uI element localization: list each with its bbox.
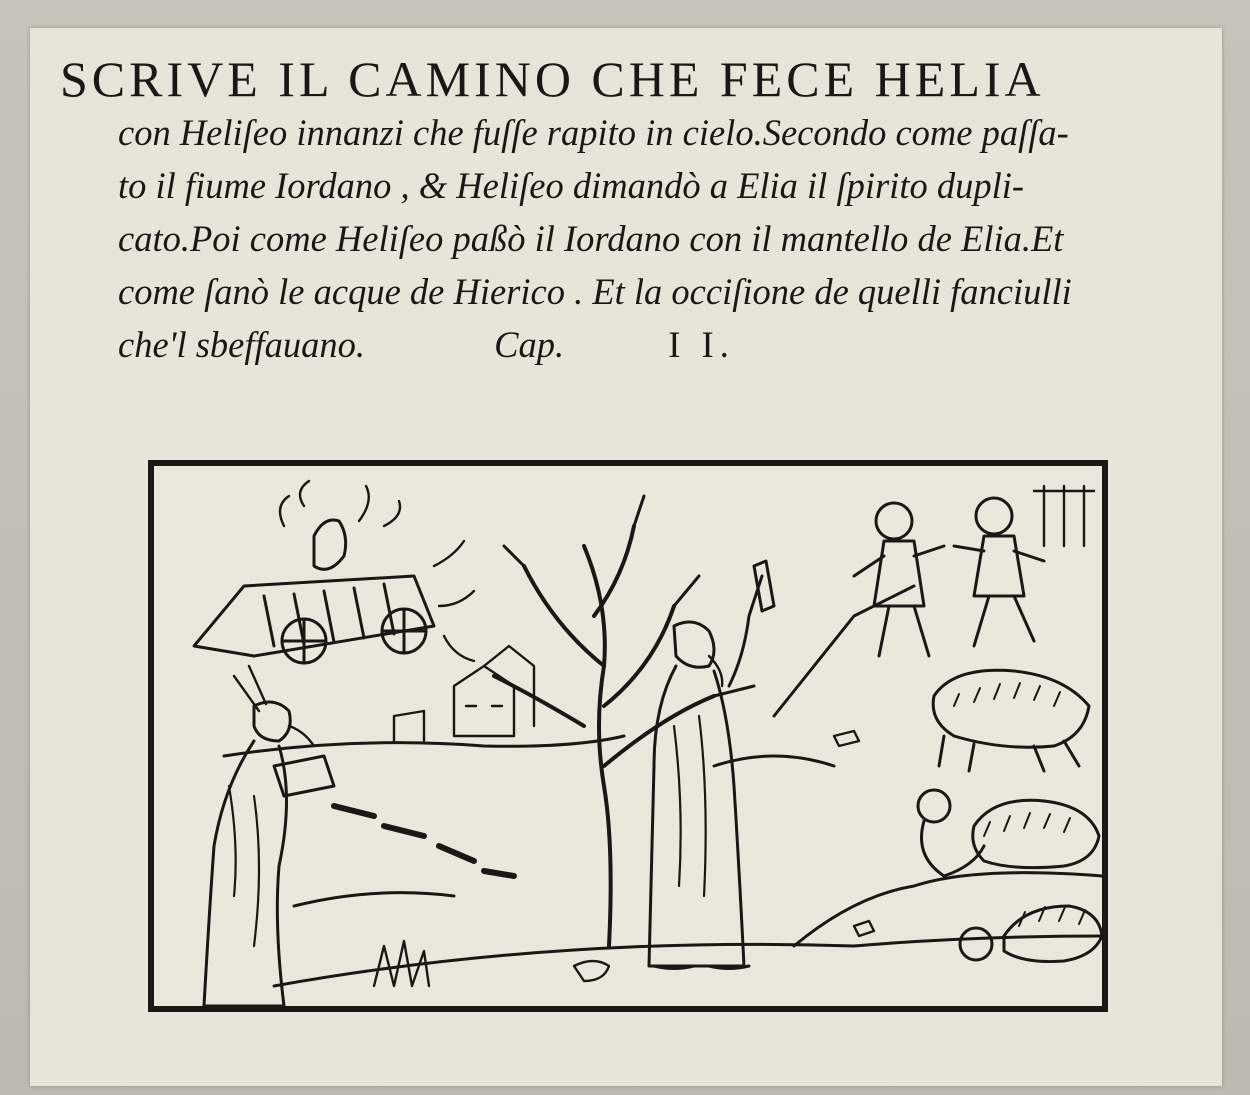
figure-elisha [204, 666, 514, 1006]
fiery-chariot [194, 481, 474, 663]
summary-line: che'l sbeffauano. [118, 324, 366, 365]
summary-line: come ſanò le acque de Hierico . Et la occiſione de quelli fanciulli [118, 271, 1072, 312]
chapter-number: I I. [668, 324, 735, 365]
she-bears [933, 670, 1102, 961]
chapter-marker [494, 318, 735, 371]
chapter-heading: SCRIVE IL CAMINO CHE FECE HELIA [60, 51, 1045, 107]
woodcut-drawing [154, 466, 1102, 1006]
chapter-summary [118, 106, 1218, 371]
summary-line: cato.Poi come Heliſeo paßò il Iordano con il mantello de Elia.Et [118, 218, 1064, 259]
landscape [224, 586, 1102, 986]
woodcut-illustration [148, 460, 1108, 1012]
printed-page [30, 28, 1222, 1086]
summary-line-last [118, 318, 1218, 371]
summary-line: to il fiume Iordano , & Heliſeo dimandò a Elia il ſpirito dupli- [118, 165, 1025, 206]
chapter-label: Cap. [494, 324, 565, 365]
summary-line: con Heliſeo innanzi che fuſſe rapito in cielo.Secondo come paſſa- [118, 112, 1069, 153]
distant-buildings [394, 646, 534, 741]
